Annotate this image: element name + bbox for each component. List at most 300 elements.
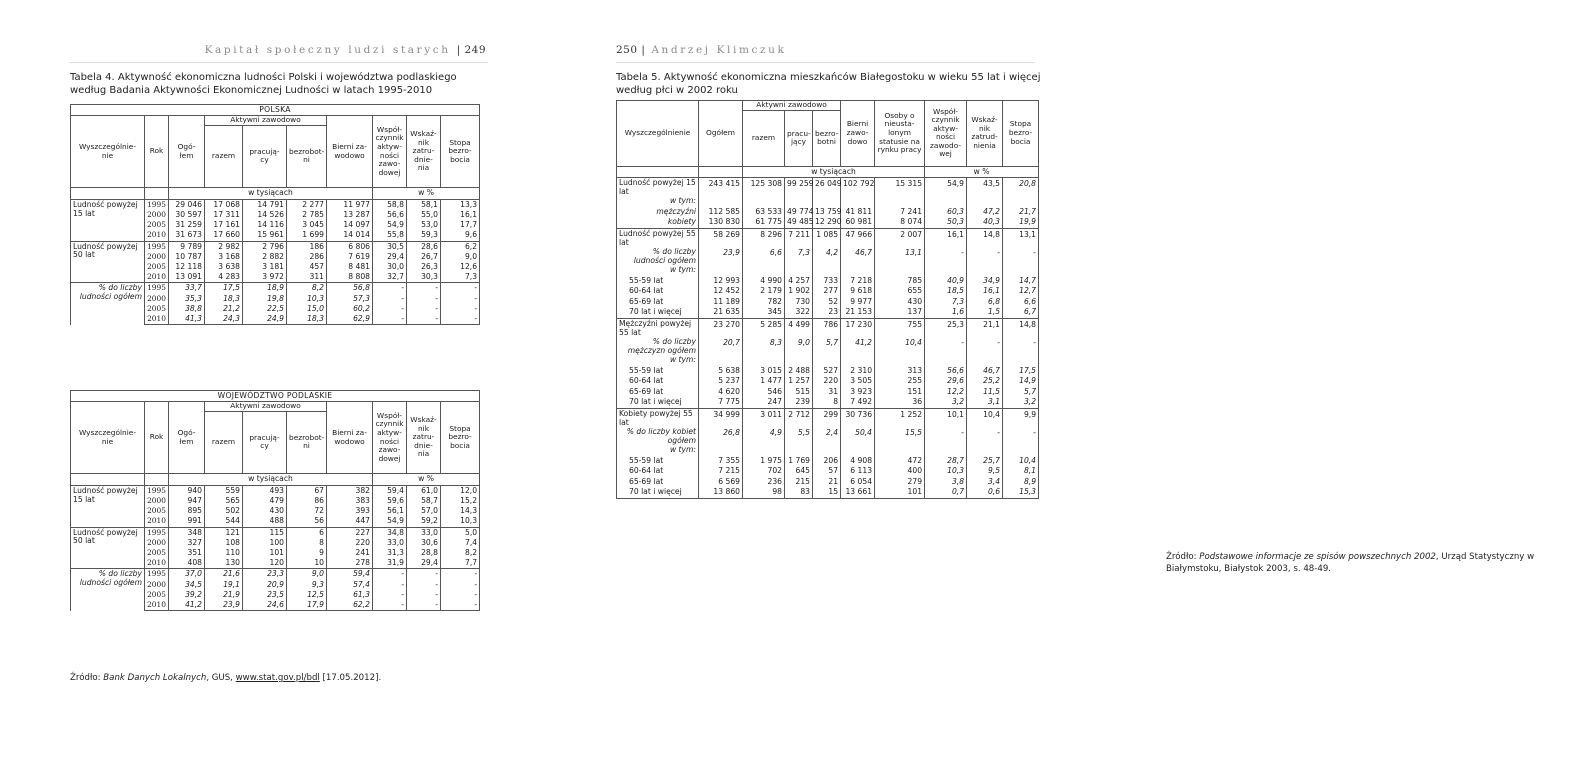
value-cell: 29 046 [169, 199, 205, 210]
value-cell: 3 168 [205, 252, 243, 262]
value-cell: 2 277 [287, 199, 327, 210]
value-cell: 31 [813, 387, 841, 398]
value-cell: - [407, 304, 441, 314]
value-cell: 38,8 [169, 304, 205, 314]
value-cell: 58,7 [407, 496, 441, 506]
table-row [617, 466, 1039, 477]
value-cell: 8 [813, 397, 841, 408]
value-cell: 10,4 [875, 337, 925, 355]
value-cell: 115 [243, 527, 287, 538]
value-cell: 502 [205, 506, 243, 516]
value-cell: 7,3 [785, 247, 813, 265]
source-note [1166, 552, 1586, 575]
value-cell: 5 638 [699, 366, 743, 377]
value-cell: 786 [813, 318, 841, 337]
value-cell [699, 445, 743, 456]
row-label: 70 lat i więcej [617, 397, 699, 408]
value-cell [813, 265, 841, 276]
value-cell: 12,7 [1003, 286, 1039, 297]
value-cell: 58 269 [699, 228, 743, 247]
source-title: Podstawowe informacje ze spisów powszechnych 2002 [1199, 552, 1436, 562]
value-cell: 21,9 [205, 590, 243, 600]
value-cell: 23,9 [699, 247, 743, 265]
value-cell: 50,3 [925, 217, 967, 228]
value-cell: 2 712 [785, 408, 813, 427]
value-cell: - [373, 600, 407, 611]
value-cell: 702 [743, 466, 785, 477]
unit-percent: w % [925, 166, 1039, 178]
value-cell: 54,9 [373, 516, 407, 527]
value-cell: 10,4 [967, 408, 1003, 427]
value-cell: 430 [875, 297, 925, 308]
value-cell: 322 [785, 307, 813, 318]
value-cell: 7 215 [699, 466, 743, 477]
value-cell [785, 196, 813, 207]
value-cell: 56,6 [373, 210, 407, 220]
value-cell: 4,2 [813, 247, 841, 265]
value-cell: 220 [327, 538, 373, 548]
table-row [617, 276, 1039, 287]
row-label: w tym: [617, 265, 699, 276]
value-cell: 10,1 [925, 408, 967, 427]
value-cell [875, 265, 925, 276]
value-cell: 54,9 [925, 178, 967, 197]
value-cell: 108 [205, 538, 243, 548]
value-cell: 3 015 [743, 366, 785, 377]
value-cell: 5,7 [813, 337, 841, 355]
value-cell: 546 [743, 387, 785, 398]
value-cell: 25,2 [967, 376, 1003, 387]
value-cell: - [441, 294, 480, 304]
value-cell: 21,6 [205, 569, 243, 580]
value-cell: 8,2 [287, 283, 327, 294]
value-cell: 6 054 [841, 477, 875, 488]
value-cell: 14 097 [327, 220, 373, 230]
value-cell: 243 415 [699, 178, 743, 197]
value-cell [785, 445, 813, 456]
value-cell: 327 [169, 538, 205, 548]
value-cell: 2 310 [841, 366, 875, 377]
value-cell [925, 265, 967, 276]
value-cell: 4,9 [743, 427, 785, 445]
value-cell: 488 [243, 516, 287, 527]
row-label: 65-69 lat [617, 387, 699, 398]
value-cell: 30,3 [407, 272, 441, 283]
value-cell: 29,4 [407, 558, 441, 569]
value-cell: 10,3 [441, 516, 480, 527]
value-cell: 14,9 [1003, 376, 1039, 387]
value-cell: 121 [205, 527, 243, 538]
value-cell: 16,1 [925, 228, 967, 247]
value-cell: 31,9 [373, 558, 407, 569]
value-cell: 565 [205, 496, 243, 506]
value-cell: 14 116 [243, 220, 287, 230]
value-cell: 277 [813, 286, 841, 297]
table-row [617, 337, 1039, 355]
value-cell: 8 481 [327, 262, 373, 272]
value-cell: 9,0 [785, 337, 813, 355]
value-cell: 41 811 [841, 207, 875, 218]
col-header-stopa: Stopa bezro- bocia [441, 116, 480, 188]
value-cell: 8,2 [441, 548, 480, 558]
value-cell: 52 [813, 297, 841, 308]
value-cell: 8 [287, 538, 327, 548]
value-cell: 13,1 [1003, 228, 1039, 247]
year-cell: 2010 [145, 600, 169, 611]
value-cell: 2,4 [813, 427, 841, 445]
value-cell [875, 196, 925, 207]
value-cell: 30 597 [169, 210, 205, 220]
value-cell: 59,4 [373, 485, 407, 496]
year-cell: 2010 [145, 516, 169, 527]
value-cell: 544 [205, 516, 243, 527]
value-cell: 9,3 [287, 580, 327, 590]
col-header-bezrobotni: bezrobot- ni [287, 125, 327, 187]
value-cell [841, 445, 875, 456]
value-cell: 17,7 [441, 220, 480, 230]
value-cell: 17 660 [205, 230, 243, 241]
value-cell: 15,0 [287, 304, 327, 314]
value-cell: 9,5 [967, 466, 1003, 477]
value-cell: 17 230 [841, 318, 875, 337]
value-cell: 6,7 [1003, 307, 1039, 318]
value-cell: - [967, 337, 1003, 355]
value-cell: 61 775 [743, 217, 785, 228]
value-cell: 56,8 [327, 283, 373, 294]
value-cell [841, 196, 875, 207]
row-label: % do liczby kobiet ogółem [617, 427, 699, 445]
value-cell: 17,5 [1003, 366, 1039, 377]
value-cell: 49 774 [785, 207, 813, 218]
value-cell: 99 259 [785, 178, 813, 197]
row-label: Ludność powyżej 15 lat [617, 178, 699, 197]
table-row [617, 265, 1039, 276]
table-row [71, 527, 480, 538]
value-cell: 515 [785, 387, 813, 398]
value-cell: 57 [813, 466, 841, 477]
value-cell [699, 265, 743, 276]
value-cell: 15 [813, 487, 841, 498]
value-cell: 43,5 [967, 178, 1003, 197]
value-cell: 23,3 [243, 569, 287, 580]
value-cell: 559 [205, 485, 243, 496]
value-cell: 21 [813, 477, 841, 488]
col-header-stopa: Stopa bezro- bocia [1003, 101, 1039, 167]
value-cell: 55,0 [407, 210, 441, 220]
value-cell: 3 638 [205, 262, 243, 272]
value-cell: 408 [169, 558, 205, 569]
unit-thousands: w tysiącach [169, 187, 373, 199]
value-cell: 313 [875, 366, 925, 377]
source-link[interactable]: www.stat.gov.pl/bdl [235, 673, 320, 683]
value-cell: 34 999 [699, 408, 743, 427]
value-cell: 12,5 [287, 590, 327, 600]
value-cell: 5,7 [1003, 387, 1039, 398]
year-cell: 2010 [145, 230, 169, 241]
row-label: % do liczby ludności ogółem [617, 247, 699, 265]
value-cell: 10 [287, 558, 327, 569]
value-cell: 58,8 [373, 199, 407, 210]
row-label: 70 lat i więcej [617, 487, 699, 498]
value-cell [743, 355, 785, 366]
value-cell: 23,5 [243, 590, 287, 600]
table-row [617, 397, 1039, 408]
value-cell [925, 355, 967, 366]
year-cell: 2010 [145, 272, 169, 283]
value-cell: 345 [743, 307, 785, 318]
value-cell [1003, 445, 1039, 456]
value-cell: 186 [287, 241, 327, 252]
value-cell: 62,2 [327, 600, 373, 611]
running-head-right [616, 44, 786, 56]
value-cell: 21 153 [841, 307, 875, 318]
row-label: 70 lat i więcej [617, 307, 699, 318]
value-cell: 62,9 [327, 314, 373, 325]
value-cell: 7 492 [841, 397, 875, 408]
value-cell: 22,5 [243, 304, 287, 314]
value-cell: 30,5 [373, 241, 407, 252]
year-cell: 1995 [145, 199, 169, 210]
value-cell: 3,4 [967, 477, 1003, 488]
value-cell: 5 285 [743, 318, 785, 337]
value-cell: 25,3 [925, 318, 967, 337]
value-cell: 5,5 [785, 427, 813, 445]
table-row [71, 241, 480, 252]
value-cell: 5 237 [699, 376, 743, 387]
value-cell: 457 [287, 262, 327, 272]
value-cell: 6 569 [699, 477, 743, 488]
value-cell: - [407, 294, 441, 304]
value-cell: 227 [327, 527, 373, 538]
value-cell: - [441, 304, 480, 314]
value-cell: 26,3 [407, 262, 441, 272]
page-number: 250 | [616, 44, 646, 56]
row-label: Kobiety powyżej 55 lat [617, 408, 699, 427]
year-cell: 2010 [145, 314, 169, 325]
value-cell [841, 355, 875, 366]
col-header-wskaznik: Wskaź- nik zatru- dnie- nia [407, 402, 441, 474]
source-title: Bank Danych Lokalnych [103, 673, 207, 683]
col-header-wspolczynnik: Współ- czynnik aktyw- ności zawo- dowej [373, 116, 407, 188]
value-cell: 7 211 [785, 228, 813, 247]
value-cell: 61,0 [407, 485, 441, 496]
value-cell: 785 [875, 276, 925, 287]
value-cell: 41,3 [169, 314, 205, 325]
unit-percent: w % [373, 187, 480, 199]
value-cell: 236 [743, 477, 785, 488]
value-cell: 1,5 [967, 307, 1003, 318]
value-cell: 83 [785, 487, 813, 498]
value-cell: 26 049 [813, 178, 841, 197]
col-header-pracujacy: pracują- cy [243, 411, 287, 473]
value-cell: 23 270 [699, 318, 743, 337]
value-cell: 0,6 [967, 487, 1003, 498]
row-label: w tym: [617, 196, 699, 207]
value-cell: 59,3 [407, 230, 441, 241]
value-cell: 98 [743, 487, 785, 498]
value-cell: 33,0 [407, 527, 441, 538]
table-row [71, 485, 480, 496]
value-cell: 733 [813, 276, 841, 287]
value-cell: 57,4 [327, 580, 373, 590]
value-cell: 2 982 [205, 241, 243, 252]
value-cell: 10,3 [925, 466, 967, 477]
value-cell: 57,3 [327, 294, 373, 304]
table-row [71, 199, 480, 210]
col-header-ogolem: Ogółem [699, 101, 743, 167]
value-cell: 59,4 [327, 569, 373, 580]
value-cell: 17 161 [205, 220, 243, 230]
col-header-bezrobotni: bezro- botni [813, 110, 841, 166]
value-cell: 19,9 [1003, 217, 1039, 228]
value-cell: 215 [785, 477, 813, 488]
value-cell: 8 808 [327, 272, 373, 283]
value-cell: 17 068 [205, 199, 243, 210]
table-row [617, 376, 1039, 387]
value-cell: 12,0 [441, 485, 480, 496]
value-cell: 21,1 [967, 318, 1003, 337]
value-cell: 9 618 [841, 286, 875, 297]
value-cell: - [373, 580, 407, 590]
running-head-author: Andrzej Klimczuk [651, 44, 787, 56]
page-number: | 249 [456, 44, 486, 56]
value-cell: 1,6 [925, 307, 967, 318]
value-cell: 67 [287, 485, 327, 496]
value-cell: 101 [243, 548, 287, 558]
year-cell: 2005 [145, 548, 169, 558]
row-group-label: Ludność powyżej 15 lat [71, 199, 145, 241]
value-cell: 3,2 [925, 397, 967, 408]
row-group-label: Ludność powyżej 50 lat [71, 527, 145, 569]
value-cell: 247 [743, 397, 785, 408]
value-cell [925, 445, 967, 456]
value-cell: 206 [813, 456, 841, 467]
value-cell: 21 635 [699, 307, 743, 318]
row-label: 55-59 lat [617, 276, 699, 287]
value-cell: 29,6 [925, 376, 967, 387]
col-header-bierni: Bierni za- wodowo [327, 402, 373, 474]
value-cell: 46,7 [967, 366, 1003, 377]
year-cell: 2000 [145, 538, 169, 548]
row-group-label: Ludność powyżej 15 lat [71, 485, 145, 527]
value-cell [1003, 265, 1039, 276]
value-cell: 15,2 [441, 496, 480, 506]
value-cell: 16,1 [967, 286, 1003, 297]
value-cell: 2 488 [785, 366, 813, 377]
value-cell: 13 661 [841, 487, 875, 498]
value-cell: 3 923 [841, 387, 875, 398]
value-cell [785, 355, 813, 366]
value-cell: 730 [785, 297, 813, 308]
year-cell: 2010 [145, 558, 169, 569]
col-header-wspolczynnik: Współ- czynnik aktyw- ności zawodo- wej [925, 101, 967, 167]
value-cell: - [441, 283, 480, 294]
value-cell: 15 961 [243, 230, 287, 241]
value-cell: 23 [813, 307, 841, 318]
value-cell: 32,7 [373, 272, 407, 283]
value-cell: - [441, 580, 480, 590]
table-5 [616, 100, 1039, 499]
col-header-wspolczynnik: Współ- czynnik aktyw- ności zawo- dowej [373, 402, 407, 474]
col-header-wskaznik: Wskaź- nik zatru- dnie- nia [407, 116, 441, 188]
col-header-stopa: Stopa bezro- bocia [441, 402, 480, 474]
value-cell: 20,7 [699, 337, 743, 355]
value-cell: 4 908 [841, 456, 875, 467]
value-cell: 2 179 [743, 286, 785, 297]
col-header-aktywni: Aktywni zawodowo [743, 101, 841, 111]
col-header-wskaznik: Wskaź- nik zatrud- nienia [967, 101, 1003, 167]
year-cell: 2000 [145, 580, 169, 590]
table-row [617, 318, 1039, 337]
value-cell: 311 [287, 272, 327, 283]
value-cell: 1 252 [875, 408, 925, 427]
value-cell: 16,1 [441, 210, 480, 220]
value-cell: 279 [875, 477, 925, 488]
value-cell: 30 736 [841, 408, 875, 427]
value-cell: 6,6 [743, 247, 785, 265]
row-label: % do liczby mężczyzn ogółem [617, 337, 699, 355]
value-cell: - [407, 314, 441, 325]
value-cell: 31 673 [169, 230, 205, 241]
value-cell: 5,0 [441, 527, 480, 538]
source-prefix: Źródło: [1166, 552, 1200, 562]
running-head-left [205, 44, 486, 56]
value-cell: 125 308 [743, 178, 785, 197]
value-cell: 56,1 [373, 506, 407, 516]
value-cell: 2 785 [287, 210, 327, 220]
value-cell: 50,4 [841, 427, 875, 445]
value-cell [813, 445, 841, 456]
source-prefix: Źródło: [70, 673, 104, 683]
value-cell: 17,9 [287, 600, 327, 611]
value-cell: 4 499 [785, 318, 813, 337]
value-cell: 49 485 [785, 217, 813, 228]
section-title: POLSKA [71, 105, 480, 116]
value-cell: 41,2 [841, 337, 875, 355]
value-cell: 286 [287, 252, 327, 262]
value-cell: 40,9 [925, 276, 967, 287]
section-title: WOJEWÓDZTWO PODLASKIE [71, 391, 480, 402]
value-cell [743, 196, 785, 207]
value-cell: 8 074 [875, 217, 925, 228]
value-cell: 14 014 [327, 230, 373, 241]
col-header-rok: Rok [145, 402, 169, 474]
value-cell [875, 355, 925, 366]
value-cell: 0,7 [925, 487, 967, 498]
value-cell: 1 477 [743, 376, 785, 387]
unit-thousands: w tysiącach [169, 473, 373, 485]
table-row [617, 427, 1039, 445]
value-cell: - [925, 247, 967, 265]
value-cell: 14,3 [441, 506, 480, 516]
value-cell: 63 533 [743, 207, 785, 218]
value-cell: 3,1 [967, 397, 1003, 408]
col-header-wyszczegolnienie: Wyszczególnie- nie [71, 402, 145, 474]
unit-thousands: w tysiącach [743, 166, 925, 178]
value-cell: 9 977 [841, 297, 875, 308]
value-cell [967, 355, 1003, 366]
value-cell [699, 196, 743, 207]
value-cell: 11 189 [699, 297, 743, 308]
value-cell: 7 355 [699, 456, 743, 467]
value-cell: 1 902 [785, 286, 813, 297]
value-cell: 991 [169, 516, 205, 527]
value-cell: 47,2 [967, 207, 1003, 218]
value-cell: - [441, 314, 480, 325]
value-cell: 12,2 [925, 387, 967, 398]
value-cell: 24,9 [243, 314, 287, 325]
table-row [617, 445, 1039, 456]
